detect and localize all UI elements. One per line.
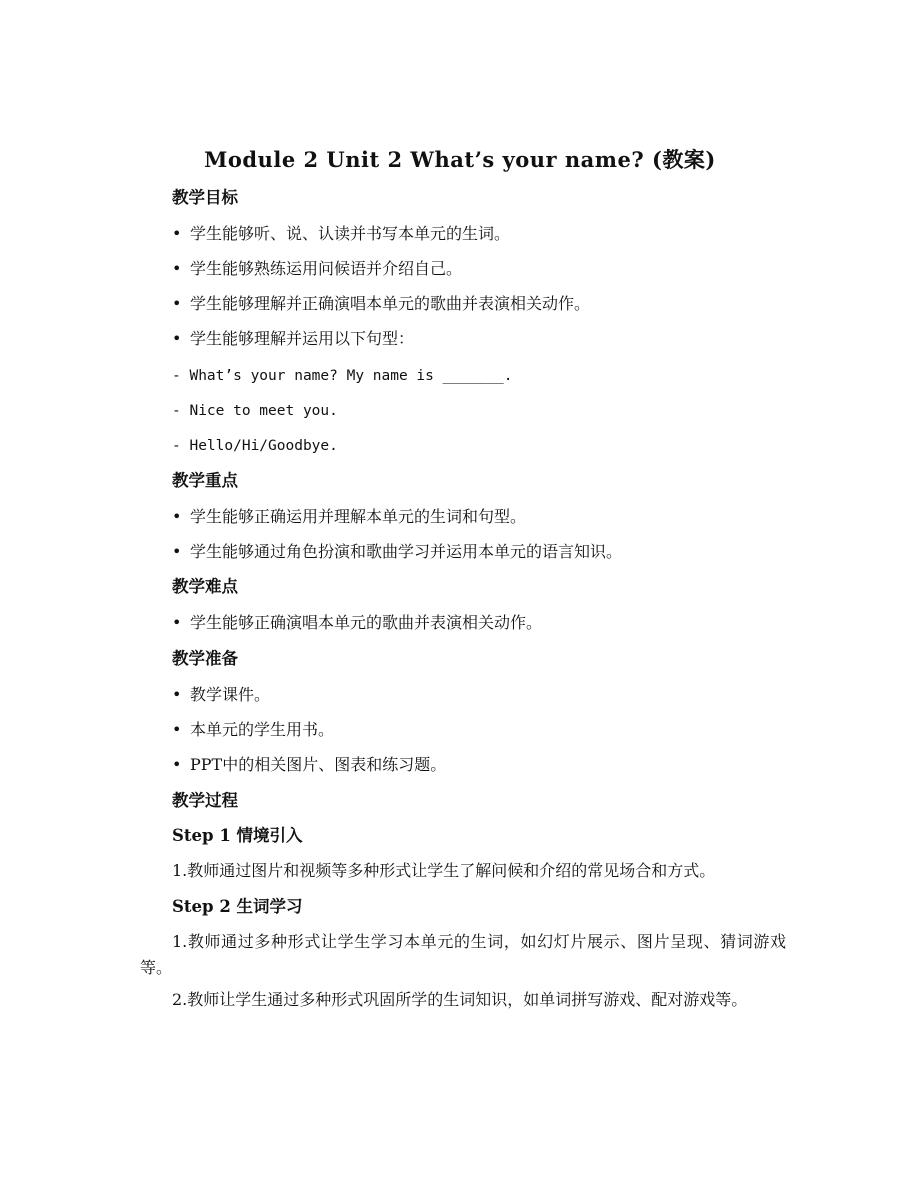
list-item-text: 学生能够熟练运用问候语并介绍自己。 <box>190 259 463 278</box>
list-item <box>172 505 792 529</box>
list-item <box>172 611 792 635</box>
list-item <box>172 292 792 316</box>
bullet-icon: • <box>172 507 182 526</box>
bullet-icon: • <box>172 224 182 243</box>
heading-preparation: 教学准备 <box>172 649 238 668</box>
list-item <box>172 222 792 246</box>
bullet-icon: • <box>172 542 182 561</box>
step-title: Step 2 生词学习 <box>172 897 303 916</box>
step-paragraph: 2.教师让学生通过多种形式巩固所学的生词知识，如单词拼写游戏、配对游戏等。 <box>172 990 748 1009</box>
list-item-text: 学生能够理解并运用以下句型： <box>190 329 415 348</box>
list-item-text: 学生能够正确演唱本单元的歌曲并表演相关动作。 <box>190 613 543 632</box>
list-item <box>172 683 792 707</box>
heading-process: 教学过程 <box>172 791 238 810</box>
list-item <box>172 257 792 281</box>
list-item <box>172 540 792 564</box>
step-paragraph: 1.教师通过多种形式让学生学习本单元的生词，如幻灯片展示、图片呈现、猜词游戏等。 <box>140 932 786 977</box>
bullet-icon: • <box>172 720 182 739</box>
bullet-icon: • <box>172 294 182 313</box>
list-item-text: 本单元的学生用书。 <box>190 720 335 739</box>
list-item-text: 学生能够正确运用并理解本单元的生词和句型。 <box>190 507 527 526</box>
bullet-icon: • <box>172 755 182 774</box>
list-item <box>172 327 792 351</box>
list-item <box>172 753 792 777</box>
list-item <box>172 718 792 742</box>
document-title: Module 2 Unit 2 What’s your name? (教案) <box>204 147 716 172</box>
bullet-icon: • <box>172 613 182 632</box>
heading-objectives: 教学目标 <box>172 188 238 207</box>
list-item-text: PPT中的相关图片、图表和练习题。 <box>190 755 447 774</box>
step-title: Step 1 情境引入 <box>172 826 303 845</box>
sentence-pattern: - Hello/Hi/Goodbye. <box>172 438 338 454</box>
list-item-text: 教学课件。 <box>190 685 271 704</box>
bullet-icon: • <box>172 685 182 704</box>
list-item-text: 学生能够通过角色扮演和歌曲学习并运用本单元的语言知识。 <box>190 542 623 561</box>
sentence-pattern: - What’s your name? My name is _______. <box>172 368 513 384</box>
list-item-text: 学生能够听、说、认读并书写本单元的生词。 <box>190 224 511 243</box>
bullet-icon: • <box>172 329 182 348</box>
heading-key-points: 教学重点 <box>172 471 238 490</box>
sentence-pattern: - Nice to meet you. <box>172 403 338 419</box>
list-item-text: 学生能够理解并正确演唱本单元的歌曲并表演相关动作。 <box>190 294 591 313</box>
bullet-icon: • <box>172 259 182 278</box>
heading-difficulties: 教学难点 <box>172 577 238 596</box>
step-paragraph: 1.教师通过图片和视频等多种形式让学生了解问候和介绍的常见场合和方式。 <box>172 861 716 880</box>
